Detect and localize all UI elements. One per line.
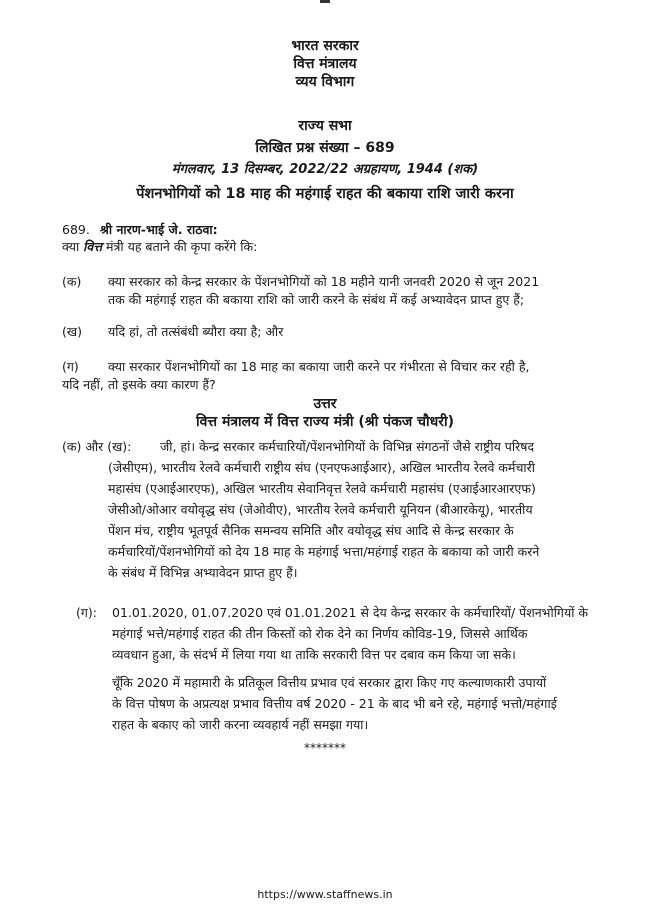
part-ga-label: (ग) <box>62 359 79 374</box>
answer-c-line2: महंगाई भत्ते/महंगाई राहत की तीन किस्तों को रोक देने का निर्णय कोविड-19, जिससे आर्थिक <box>112 626 528 641</box>
answer-c-label: (ग): <box>76 605 98 620</box>
question-asker: श्री नारण-भाई जे. राठवा: <box>100 222 218 237</box>
intro-ministry: वित्त <box>83 239 102 254</box>
part-ga-line1: क्या सरकार पेंशनभोगियों का 18 माह का बकाया जारी करने पर गंभीरता से विचार कर रही है, <box>108 359 530 374</box>
question-date: मंगलवार, 13 दिसम्बर, 2022/22 अग्रहायण, 1944 (शक) <box>171 162 479 177</box>
answer-ab-line5: पेंशन मंच, राष्ट्रीय भूतपूर्व सैनिक समन्वय समिति और वयोवृद्ध संघ आदि से केन्द्र सरकार के <box>108 523 514 538</box>
part-ga-line2: यदि नहीं, तो इसके क्या कारण हैं? <box>62 377 216 392</box>
header-ministry: वित्त मंत्रालय <box>293 56 357 72</box>
answer-c-para2-line3: राहत के बकाए को जारी करना व्यवहार्य नहीं समझा गया। <box>112 717 369 732</box>
house-name: राज्य सभा <box>298 118 352 134</box>
answer-ab-line2: (जेसीएम), भारतीय रेलवे कर्मचारी राष्ट्रीय संघ (एनएफआईआर), अखिल भारतीय रेलवे कर्मचारी <box>108 460 535 475</box>
end-marker: ******* <box>304 741 346 755</box>
answer-c-para2-line2: के वित्त पोषण के अप्रत्यक्ष प्रभाव वित्तीय वर्ष 2020 - 21 के बाद भी बने रहे, महंगाई भत्तो/महंगाई <box>112 696 557 711</box>
answer-ab-line1: जी, हां। केन्द्र सरकार कर्मचारियों/पेंशनभोगियों के विभिन्न संगठनों जैसे राष्ट्रीय परिषद <box>160 439 535 454</box>
part-kha-label: (ख) <box>62 324 82 339</box>
footer-url[interactable]: https://www.staffnews.in <box>257 888 393 901</box>
answer-c-para2-line1: चूँकि 2020 में महामारी के प्रतिकूल वित्तीय प्रभाव एवं सरकार द्वारा किए गए कल्याणकारी उपायों <box>112 675 547 690</box>
top-mark <box>320 0 330 3</box>
question-subject: पेंशनभोगियों को 18 माह की महंगाई राहत की बकाया राशि जारी करना <box>136 186 514 202</box>
answer-heading: उत्तर <box>313 396 337 412</box>
part-kha-line1: यदि हां, तो तत्संबंधी ब्यौरा क्या है; और <box>108 324 284 339</box>
answer-c-line3: व्यवधान हुआ, के संदर्भ में लिया गया था ताकि सरकारी वित्त पर दबाव कम किया जा सके। <box>112 647 516 662</box>
header-department: व्यय विभाग <box>295 74 355 90</box>
part-ka-line2: तक की महंगाई राहत की बकाया राशि को जारी करने के संबंध में कई अभ्यावेदन प्राप्त हुए हैं; <box>108 292 525 307</box>
answer-ab-label: (क) और (ख): <box>62 439 132 454</box>
answer-minister: वित्त मंत्रालय में वित्त राज्य मंत्री (श्री पंकज चौधरी) <box>196 414 454 430</box>
answer-ab-line4: जेसीओ/ओआर वयोवृद्ध संघ (जेओवीए), भारतीय रेलवे कर्मचारी यूनियन (बीआरकेयू), भारतीय <box>108 502 533 517</box>
answer-ab-line7: के संबंध में विभिन्न अभ्यावेदन प्राप्त हुए हैं। <box>108 565 298 580</box>
question-serial: 689. <box>62 222 90 237</box>
question-intro <box>62 237 257 256</box>
intro-pre: क्या <box>62 239 80 254</box>
header-govt: भारत सरकार <box>291 38 359 54</box>
answer-c-line1: 01.01.2020, 01.07.2020 एवं 01.01.2021 से देय केन्द्र सरकार के कर्मचारियों/ पेंशनभोगियों के <box>112 605 589 620</box>
answer-ab-line3: महासंघ (एआईआरएफ), अखिल भारतीय सेवानिवृत्त रेलवे कर्मचारी महासंघ (एआईआरआरएफ) <box>108 481 536 496</box>
question-number: लिखित प्रश्न संख्या – 689 <box>255 140 395 156</box>
intro-post: मंत्री यह बताने की कृपा करेंगे कि: <box>105 239 258 254</box>
part-ka-line1: क्या सरकार को केन्द्र सरकार के पेंशनभोगियों को 18 महीने यानी जनवरी 2020 से जून 2021 <box>108 274 540 289</box>
part-ka-label: (क) <box>62 274 82 289</box>
answer-ab-line6: कर्मचारियों/पेंशनभोगियों को देय 18 माह के महंगाई भत्ता/महंगाई राहत के बकाया को जारी करने <box>108 544 540 559</box>
